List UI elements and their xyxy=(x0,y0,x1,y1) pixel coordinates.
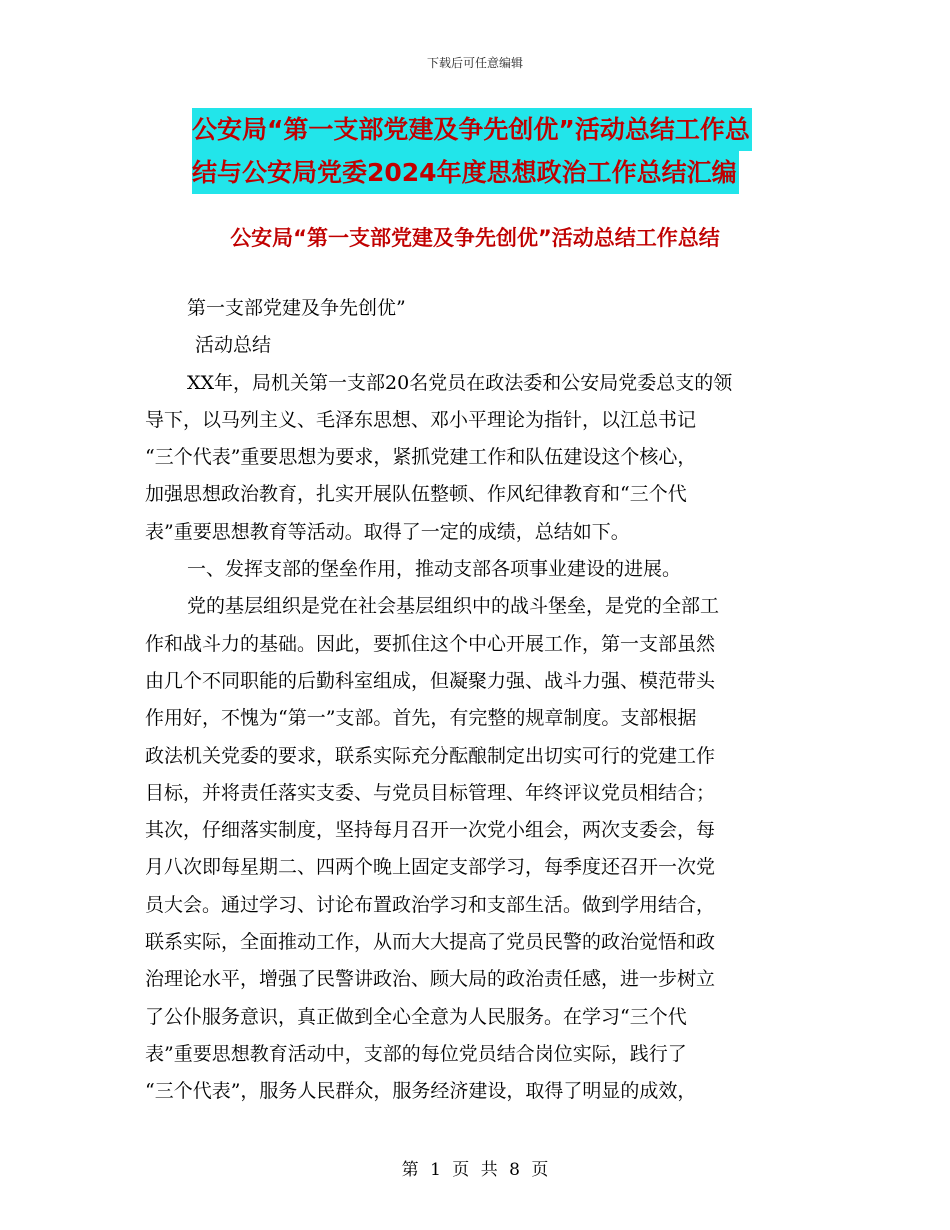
body-line: XX年，局机关第一支部20名党员在政法委和公安局党委总支的领 xyxy=(187,371,733,394)
body-line: 由几个不同职能的后勤科室组成，但凝聚力强、战斗力强、模范带头 xyxy=(145,669,716,692)
body-line: 员大会。通过学习、讨论布置政治学习和支部生活。做到学用结合， xyxy=(145,893,716,916)
body-line: 其次，仔细落实制度，坚持每月召开一次党小组会，两次支委会，每 xyxy=(145,819,716,842)
body-line: 作和战斗力的基础。因此，要抓住这个中心开展工作，第一支部虽然 xyxy=(145,632,716,655)
body-line: 表”重要思想教育等活动。取得了一定的成绩，总结如下。 xyxy=(145,520,630,543)
body-line: 目标，并将责任落实支委、与党员目标管理、年终评议党员相结合； xyxy=(145,781,716,804)
body-line: “三个代表”，服务人民群众，服务经济建设，取得了明显的成效， xyxy=(145,1080,697,1103)
title-line-1: 公安局“第一支部党建及争先创优”活动总结工作总 xyxy=(192,108,752,151)
body-line: 联系实际，全面推动工作，从而大大提高了党员民警的政治觉悟和政 xyxy=(145,931,716,954)
body-line: 作用好，不愧为“第一”支部。首先，有完整的规章制度。支部根据 xyxy=(145,707,697,730)
body-text xyxy=(145,290,810,1111)
section-title: 公安局“第一支部党建及争先创优”活动总结工作总结 xyxy=(230,226,720,250)
body-line: 导下，以马列主义、毛泽东思想、邓小平理论为指针，以江总书记 xyxy=(145,408,697,431)
body-line: 党的基层组织是党在社会基层组织中的战斗堡垒，是党的全部工 xyxy=(187,595,720,618)
body-line: 表”重要思想教育活动中，支部的每位党员结合岗位实际，践行了 xyxy=(145,1042,687,1065)
body-line: 活动总结 xyxy=(195,334,272,357)
body-line: 治理论水平，增强了民警讲政治、顾大局的政治责任感，进一步树立 xyxy=(145,968,716,991)
body-line: 了公仆服务意识，真正做到全心全意为人民服务。在学习“三个代 xyxy=(145,1005,687,1028)
body-line: 加强思想政治教育，扎实开展队伍整顿、作风纪律教育和“三个代 xyxy=(145,483,687,506)
header-note: 下载后可任意编辑 xyxy=(426,56,523,70)
title-line-2: 结与公安局党委2024年度思想政治工作总结汇编 xyxy=(192,151,739,194)
body-line: “三个代表”重要思想为要求，紧抓党建工作和队伍建设这个核心， xyxy=(145,446,697,469)
body-line: 第一支部党建及争先创优” xyxy=(187,297,406,319)
body-line: 政法机关党委的要求，联系实际充分酝酿制定出切实可行的党建工作 xyxy=(145,744,716,767)
body-line: 月八次即每星期二、四两个晚上固定支部学习，每季度还召开一次党 xyxy=(145,856,716,879)
document-title xyxy=(192,108,812,194)
body-line: 一、发挥支部的堡垒作用，推动支部各项事业建设的进展。 xyxy=(187,558,682,581)
page-number: 第 1 页 共 8 页 xyxy=(401,1160,549,1180)
